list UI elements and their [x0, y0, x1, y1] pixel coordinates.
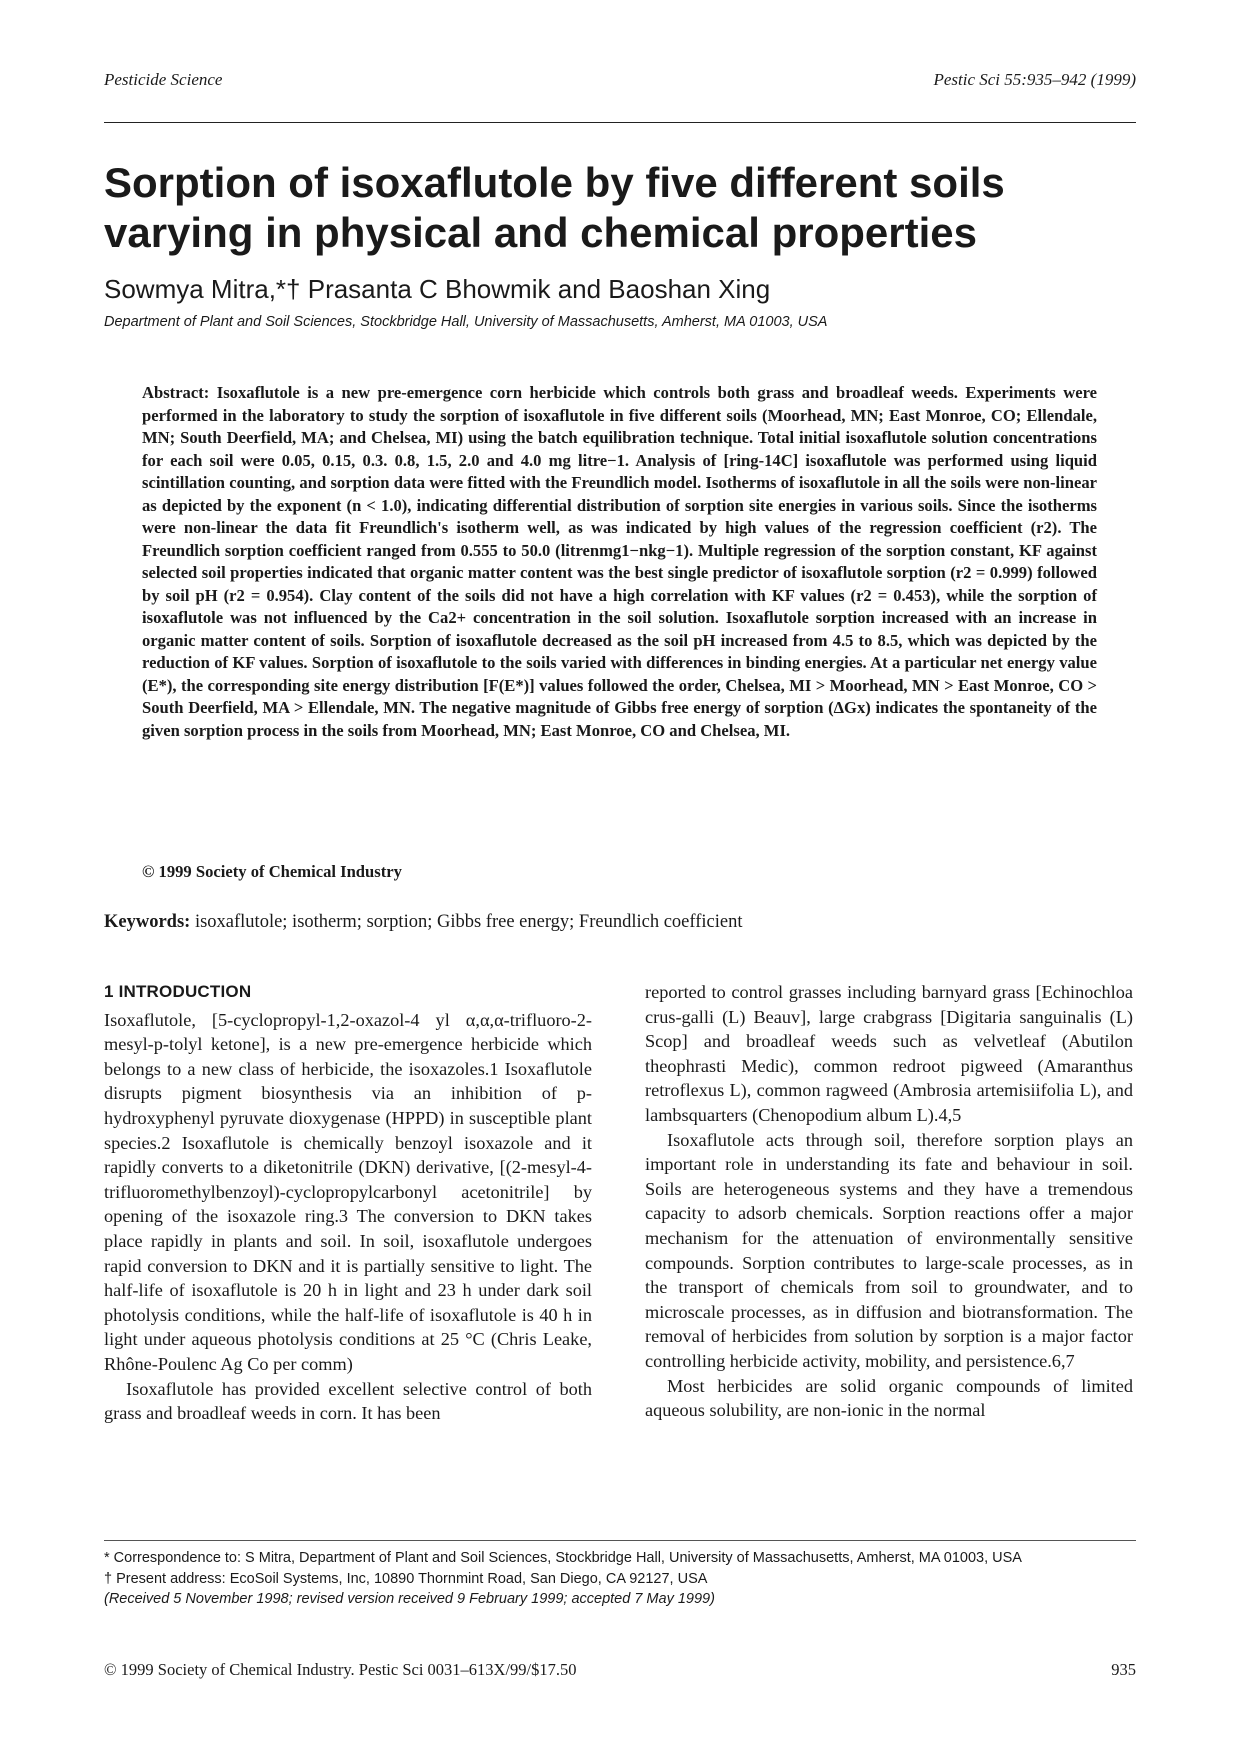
header-rule: [104, 122, 1136, 123]
keywords-list: isoxaflutole; isotherm; sorption; Gibbs free energy; Freundlich coefficient: [194, 912, 743, 932]
affiliation: Department of Plant and Soil Sciences, Stockbridge Hall, University of Massachusetts, Amherst, MA 01003, USA: [104, 314, 828, 330]
running-head: [104, 70, 1136, 94]
title-line-2: varying in physical and chemical properties: [104, 209, 977, 256]
authors: Sowmya Mitra,*† Prasanta C Bhowmik and Baoshan Xing: [104, 274, 771, 304]
keywords-label: Keywords:: [104, 912, 191, 932]
title-line-1: Sorption of isoxaflutole by five different soils: [104, 159, 1005, 206]
journal-citation: Pestic Sci 55:935–942 (1999): [933, 70, 1136, 89]
intro-paragraph-2-continued: reported to control grasses including barnyard grass [Echinochloa crus-galli (L) Beauv], large crabgrass [Digitaria sanguinalis (L) Scop] and broadleaf weeds such as velvetleaf (Abutilon theophrasti Medic), common redroot pigweed (Amaranthus retroflexus L), common ragweed (Ambrosia artemisiifolia L), and lambsquarters (Chenopodium album L).4,5: [645, 982, 1133, 1125]
right-column: [645, 980, 1133, 1423]
journal-name: Pesticide Science: [104, 70, 223, 89]
abstract-copyright: © 1999 Society of Chemical Industry: [142, 862, 402, 881]
intro-paragraph-3: Isoxaflutole acts through soil, therefore sorption plays an important role in understanding its fate and behaviour in soil. Soils are heterogeneous systems and they have a tremendous capacity to adsorb chemicals. Sorption reactions offer a major mechanism for the attenuation of environmentally sensitive compounds. Sorption contributes to large-scale processes, as in the transport of chemicals from soil to groundwater, and to microscale processes, as in diffusion and biotransformation. The removal of herbicides from solution by sorption is a major factor controlling herbicide activity, mobility, and persistence.6,7: [645, 1129, 1133, 1371]
footer-copyright: © 1999 Society of Chemical Industry. Pestic Sci 0031–613X/99/$17.50: [104, 1660, 577, 1679]
intro-paragraph-2: Isoxaflutole has provided excellent selective control of both grass and broadleaf weeds in corn. It has been: [104, 1378, 592, 1424]
footnote-dates: (Received 5 November 1998; revised version received 9 February 1999; accepted 7 May 1999): [104, 1591, 715, 1607]
footnote-rule: [104, 1540, 1136, 1541]
paper-title: [104, 158, 1144, 258]
abstract: Abstract: Isoxaflutole is a new pre-emergence corn herbicide which controls both grass and broadleaf weeds. Experiments were performed in the laboratory to study the sorption of isoxaflutole in five different soils (Moorhead, MN; East Monroe, CO; Ellendale, MN; South Deerfield, MA; and Chelsea, MI) using the batch equilibration technique. Total initial isoxaflutole solution concentrations for each soil were 0.05, 0.15, 0.3. 0.8, 1.5, 2.0 and 4.0 mg litre−1. Analysis of [ring-14C] isoxaflutole was performed using liquid scintillation counting, and sorption data were fitted with the Freundlich model. Isotherms of isoxaflutole in all the soils were non-linear as depicted by the exponent (n < 1.0), indicating differential distribution of sorption site energies in various soils. Since the isotherms were non-linear the data fit Freundlich's isotherm well, as was indicated by high values of the regression coefficient (r2). The Freundlich sorption coefficient ranged from 0.555 to 50.0 (litrenmg1−nkg−1). Multiple regression of the sorption constant, KF against selected soil properties indicated that organic matter content was the best single predictor of isoxaflutole sorption (r2 = 0.999) followed by soil pH (r2 = 0.954). Clay content of the soils did not have a high correlation with KF values (r2 = 0.453), while the sorption of isoxaflutole was not influenced by the Ca2+ concentration in the soil solution. Isoxaflutole sorption increased with an increase in organic matter content of soils. Sorption of isoxaflutole decreased as the soil pH increased from 4.5 to 8.5, which was depicted by the reduction of KF values. Sorption of isoxaflutole to the soils varied with differences in binding energies. At a particular net energy value (E*), the corresponding site energy distribution [F(E*)] values followed the order, Chelsea, MI > Moorhead, MN > East Monroe, CO > South Deerfield, MA > Ellendale, MN. The negative magnitude of Gibbs free energy of sorption (ΔGx) indicates the spontaneity of the given sorption process in the soils from Moorhead, MN; East Monroe, CO and Chelsea, MI.: [142, 383, 1097, 740]
intro-paragraph-4: Most herbicides are solid organic compounds of limited aqueous solubility, are non-ionic in the normal: [645, 1375, 1133, 1421]
section-heading: 1 INTRODUCTION: [104, 982, 252, 1001]
page-number: 935: [1111, 1660, 1136, 1679]
keywords: [104, 912, 742, 933]
footnote-correspondence: * Correspondence to: S Mitra, Department of Plant and Soil Sciences, Stockbridge Hall, University of Massachusetts, Amherst, MA 01003, USA: [104, 1550, 1022, 1566]
footnote-present-address: † Present address: EcoSoil Systems, Inc, 10890 Thornmint Road, San Diego, CA 92127, USA: [104, 1570, 708, 1587]
left-column: [104, 980, 592, 1426]
intro-paragraph-1: Isoxaflutole, [5-cyclopropyl-1,2-oxazol-4 yl α,α,α-trifluoro-2-mesyl-p-tolyl ketone], is a new pre-emergence herbicide which belongs to a new class of herbicide, the isoxazoles.1 Isoxaflutole disrupts pigment biosynthesis via an inhibition of p-hydroxyphenyl pyruvate dioxygenase (HPPD) in susceptible plant species.2 Isoxaflutole is chemically benzoyl isoxazole and it rapidly converts to a diketonitrile (DKN) derivative, [(2-mesyl-4-trifluoromethylbenzoyl)-cyclopropylcarbonyl acetonitrile] by opening of the isoxazole ring.3 The conversion to DKN takes place rapidly in plants and soil. In soil, isoxaflutole undergoes rapid conversion to DKN and it is partially sensitive to light. The half-life of isoxaflutole is 20 h in light and 23 h under dark soil photolysis conditions, while the half-life of isoxaflutole is 40 h in light under aqueous photolysis conditions at 25 °C (Chris Leake, Rhône-Poulenc Ag Co per comm): [104, 1009, 592, 1374]
footnotes: [104, 1548, 1136, 1610]
